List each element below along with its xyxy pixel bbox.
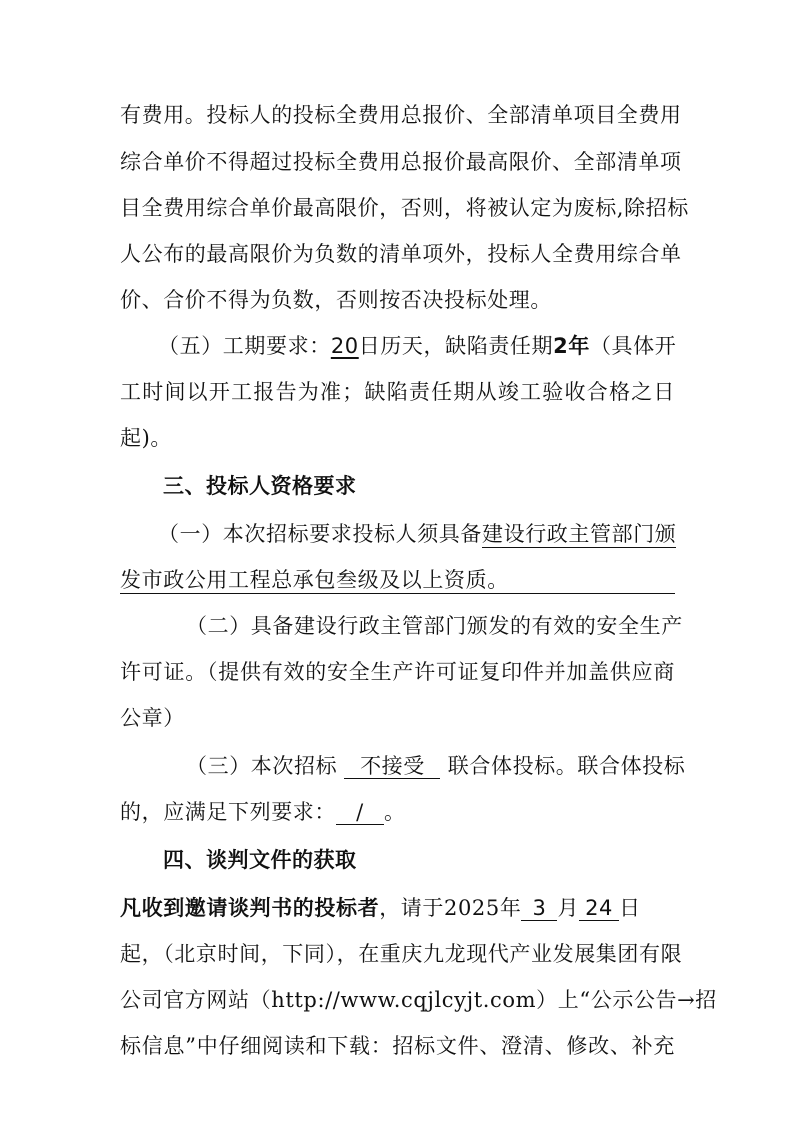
consortium-blank: 不接受 [344,754,440,779]
paragraph-line: 工时间以开工报告为准；缺陷责任期从竣工验收合格之日 [120,380,675,404]
paragraph-line: 价、合价不得为负数，否则按否决投标处理。 [120,288,552,312]
consortium-suffix: 联合体投标。联合体投标 [447,754,686,778]
paragraph-line: 起)。 [120,426,172,450]
consortium-l2-suffix: 。 [384,800,406,824]
qualification-line-2 [120,566,675,594]
paragraph-line: 综合单价不得超过投标全费用总报价最高限价、全部清单项 [120,150,682,174]
warranty-years: 2年 [553,334,590,358]
date-day: 24 [579,896,619,921]
paragraph-line: 公司官方网站（http://www.cqjlcyjt.com）上“公示公告→招 [120,988,717,1012]
qualification-prefix: （一）本次招标要求投标人须具备 [158,522,482,546]
qualification-line-1 [158,520,675,548]
schedule-mid: 日历天，缺陷责任期 [358,334,554,358]
schedule-prefix: （五）工期要求： [158,334,331,358]
paragraph-line: 许可证。（提供有效的安全生产许可证复印件并加盖供应商 [120,660,675,684]
qualification-underlined-2: 发市政公用工程总承包叁级及以上资质。 [120,568,675,594]
paragraph-line: 有费用。投标人的投标全费用总报价、全部清单项目全费用 [120,103,682,127]
document-acquisition-line-1 [120,894,675,922]
section-heading-qualification: 三、投标人资格要求 [163,474,357,498]
date-text-3: 日 [619,896,641,920]
consortium-l2-prefix: 的，应满足下列要求： [120,800,336,824]
section-heading-documents: 四、谈判文件的获取 [163,848,357,872]
paragraph-line: 目全费用综合单价最高限价，否则，将被认定为废标,除招标 [120,196,689,220]
consortium-line-1 [186,752,686,780]
invitation-recipients: 凡收到邀请谈判书的投标者 [120,896,380,920]
paragraph-line: 标信息”中仔细阅读和下载：招标文件、澄清、修改、补充 [120,1034,675,1058]
consortium-prefix: （三）本次招标 [186,754,338,778]
schedule-suffix: （具体开 [589,334,677,358]
date-text-2: 月 [557,896,580,920]
paragraph-line: 人公布的最高限价为负数的清单项外，投标人全费用综合单 [120,242,682,266]
date-month: 3 [521,896,557,921]
paragraph-line: 起，（北京时间，下同），在重庆九龙现代产业发展集团有限 [120,942,683,966]
qualification-underlined-1: 建设行政主管部门颁 [482,522,677,546]
schedule-requirement-line [158,332,675,360]
date-text-1: ，请于2025年 [379,896,522,920]
consortium-l2-blank: / [336,800,384,825]
consortium-line-2 [120,798,675,826]
schedule-days: 20 [330,334,359,358]
paragraph-line: （二）具备建设行政主管部门颁发的有效的安全生产 [186,614,683,638]
paragraph-line: 公章） [120,706,185,730]
